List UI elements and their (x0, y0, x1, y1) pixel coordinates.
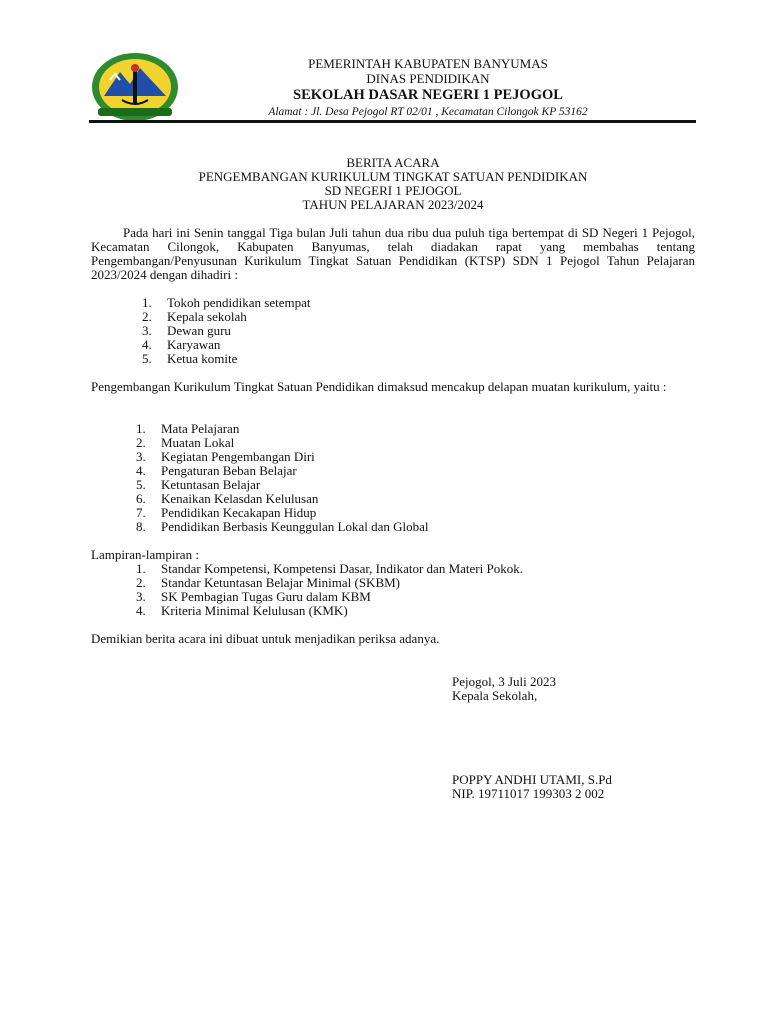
list-item: 4. Karyawan (142, 337, 221, 352)
list-item: 2. Kepala sekolah (142, 309, 247, 324)
letterhead-address: Alamat : Jl. Desa Pejogol RT 02/01 , Kecamatan Cilongok KP 53162 (268, 106, 588, 118)
list-item: 5. Ketuntasan Belajar (136, 477, 261, 492)
signature-name: POPPY ANDHI UTAMI, S.Pd (452, 772, 612, 787)
list-item: 4. Pengaturan Beban Belajar (136, 463, 297, 478)
signature-place-date: Pejogol, 3 Juli 2023 (452, 674, 557, 689)
list-item: 7. Pendidikan Kecakapan Hidup (136, 505, 317, 520)
closing-paragraph: Demikian berita acara ini dibuat untuk menjadikan periksa adanya. (91, 631, 440, 646)
title-line-3: SD NEGERI 1 PEJOGOL (324, 183, 462, 198)
curriculum-content-list (136, 422, 429, 534)
document-title (91, 156, 695, 212)
list-item: 6. Kenaikan Kelasdan Kelulusan (136, 491, 319, 506)
title-line-2: PENGEMBANGAN KURIKULUM TINGKAT SATUAN PENDIDIKAN (198, 169, 588, 184)
list-item: 1. Mata Pelajaran (136, 421, 240, 436)
list-item: 8. Pendidikan Berbasis Keunggulan Lokal dan Global (136, 519, 429, 534)
list-item: 2. Muatan Lokal (136, 435, 235, 450)
letterhead-department: DINAS PENDIDIKAN (366, 71, 490, 86)
school-emblem-logo (90, 50, 180, 124)
attachments-label: Lampiran-lampiran : (91, 547, 199, 562)
letterhead-school-name: SEKOLAH DASAR NEGERI 1 PEJOGOL (293, 87, 563, 103)
title-line-1: BERITA ACARA (346, 155, 440, 170)
title-line-4: TAHUN PELAJARAN 2023/2024 (302, 197, 484, 212)
list-item: 4. Kriteria Minimal Kelulusan (KMK) (136, 603, 348, 618)
list-item: 3. Kegiatan Pengembangan Diri (136, 449, 315, 464)
list-item: 3. SK Pembagian Tugas Guru dalam KBM (136, 589, 371, 604)
list-item: 1. Tokoh pendidikan setempat (142, 295, 311, 310)
signature-role: Kepala Sekolah, (452, 688, 538, 703)
letterhead-divider (89, 120, 696, 123)
letterhead (200, 56, 656, 120)
list-item: 1. Standar Kompetensi, Kompetensi Dasar, Indikator dan Materi Pokok. (136, 561, 523, 576)
letterhead-government: PEMERINTAH KABUPATEN BANYUMAS (308, 56, 548, 71)
list-item: 2. Standar Ketuntasan Belajar Minimal (SKBM) (136, 575, 401, 590)
attendees-list (142, 296, 311, 366)
signature-nip: NIP. 19711017 199303 2 002 (452, 786, 605, 801)
list-item: 5. Ketua komite (142, 351, 238, 366)
attachments-list (136, 562, 523, 618)
list-item: 3. Dewan guru (142, 323, 231, 338)
content-intro-paragraph: Pengembangan Kurikulum Tingkat Satuan Pendidikan dimaksud mencakup delapan muatan kurikulum, yaitu : (91, 379, 667, 394)
opening-paragraph: Pada hari ini Senin tanggal Tiga bulan Juli tahun dua ribu dua puluh tiga bertempat di SD Negeri 1 Pejogol, Kecamatan Cilongok, Kabupaten Banyumas, telah diadakan rapat yang membahas tentang Pengembangan/Penyusunan Kurikulum Tingkat Satuan Pendidikan (KTSP) SDN 1 Pejogol Tahun Pelajaran 2023/2024 dengan dihadiri : (91, 225, 695, 282)
